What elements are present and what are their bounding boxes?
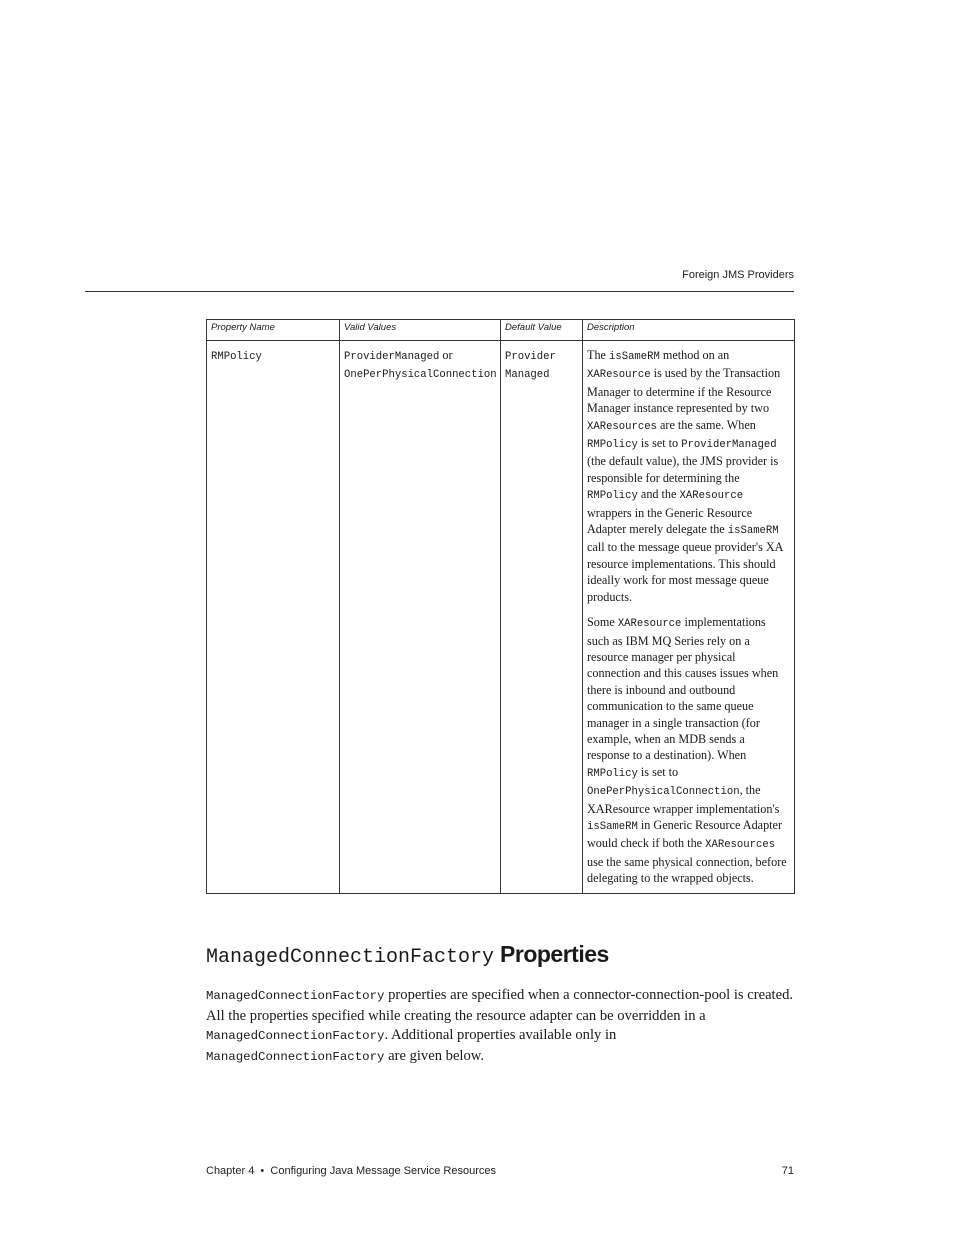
code-run: XAResource: [617, 618, 682, 631]
text-run: method on an: [659, 348, 730, 362]
text-run: call to the message queue provider's XA resource implementations. This should ideally work for most message queue products.: [587, 540, 783, 604]
section-heading: [206, 941, 609, 969]
text-run: wrappers in the Generic Resource Adapter merely delegate the: [587, 505, 753, 537]
running-header: Foreign JMS Providers: [682, 269, 794, 281]
properties-table: [206, 319, 795, 894]
text-run: in Generic Resource Adapter would check if both the: [587, 817, 783, 851]
text-run: are given below.: [384, 1047, 485, 1064]
description-cell: [583, 341, 795, 894]
default-value-line-2: Managed: [505, 369, 550, 382]
code-run: RMPolicy: [587, 439, 638, 452]
column-header-default-value: Default Value: [501, 320, 583, 341]
table-header-row: [207, 320, 795, 341]
valid-values-or: or: [439, 348, 453, 362]
code-run: isSameRM: [727, 525, 779, 538]
description-paragraph-2: [587, 614, 790, 887]
footer-chapter: Chapter 4 • Configuring Java Message Service Resources: [206, 1165, 496, 1177]
default-value-cell: [501, 341, 583, 894]
code-run: ProviderManaged: [681, 439, 777, 452]
code-run: XAResources: [705, 839, 776, 852]
text-run: are the same. When: [656, 417, 756, 432]
code-run: isSameRM: [587, 820, 638, 833]
table-row: [207, 341, 795, 894]
text-run: is used by the Transaction Manager to determine if the Resource Manager instance represented by two: [587, 366, 781, 416]
section-heading-word: Properties: [500, 941, 609, 967]
section-paragraph: [206, 986, 796, 1067]
column-header-description: Description: [583, 320, 795, 341]
code-run: OnePerPhysicalConnection: [587, 786, 740, 799]
text-run: Some: [587, 615, 618, 630]
valid-value-1: ProviderManaged: [344, 351, 440, 363]
section-heading-code: ManagedConnectionFactory: [206, 946, 495, 969]
text-run: is set to: [637, 764, 679, 779]
text-run: implementations such as IBM MQ Series rely on a resource manager per physical connection and this causes issues when there is inbound and outbound communication to the same queue manager in a single transaction (for example, when an MDB sends a response to a destination). When: [587, 615, 779, 763]
header-rule: [85, 291, 794, 292]
page-number: 71: [781, 1165, 794, 1177]
code-run: RMPolicy: [587, 767, 638, 780]
text-run: , the XAResource wrapper implementation's: [587, 783, 780, 816]
default-value-line-1: Provider: [505, 351, 556, 363]
description-paragraph-1: [587, 347, 790, 605]
text-run: . Additional properties available only in: [384, 1027, 617, 1043]
code-run: ManagedConnectionFactory: [206, 1049, 385, 1064]
valid-values-cell: [340, 341, 501, 894]
code-run: ManagedConnectionFactory: [206, 989, 385, 1003]
code-run: ManagedConnectionFactory: [206, 1029, 385, 1043]
text-run: use the same physical connection, before delegating to the wrapped objects.: [587, 854, 787, 886]
text-run: is set to: [637, 436, 682, 451]
code-run: RMPolicy: [587, 490, 638, 503]
text-run: and the: [637, 487, 680, 502]
column-header-valid-values: Valid Values: [340, 320, 501, 341]
valid-value-2: OnePerPhysicalConnection: [344, 369, 497, 382]
column-header-property-name: Property Name: [207, 320, 340, 341]
text-run: (the default value), the JMS provider is responsible for determining the: [587, 454, 779, 485]
property-name: RMPolicy: [211, 351, 262, 363]
property-name-cell: [207, 341, 340, 894]
text-run: The: [587, 348, 609, 362]
code-run: isSameRM: [609, 351, 660, 363]
code-run: XAResources: [587, 420, 657, 433]
text-run: properties are specified when a connector-connection-pool is created. All the properties specified while creating the resource adapter can be overridden in a: [206, 987, 794, 1024]
code-run: XAResource: [587, 369, 651, 382]
code-run: XAResource: [679, 490, 744, 503]
